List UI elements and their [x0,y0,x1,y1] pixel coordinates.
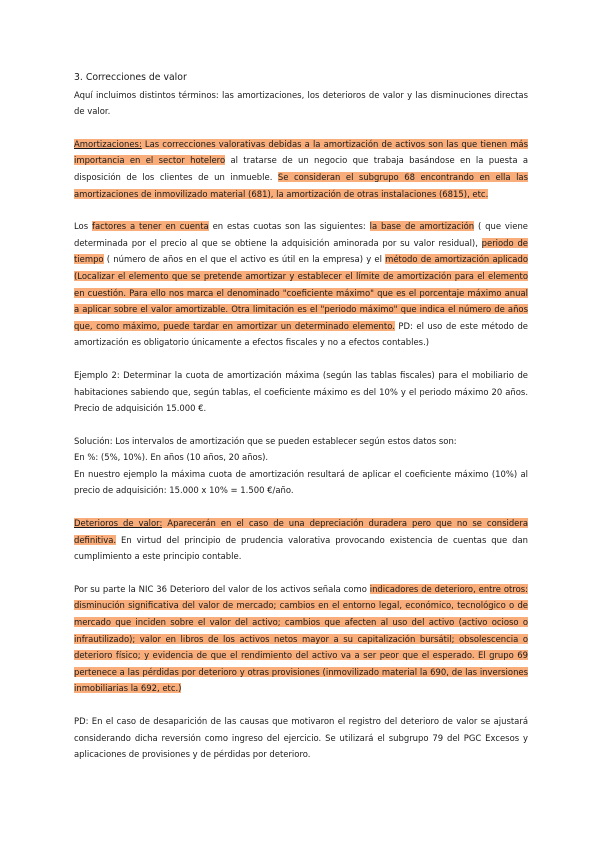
deterioros-text-1: En virtud del principio de prudencia valorativa provocando existencia de cuentas que dan cumplimiento a este principio contable. [74,534,528,562]
ejemplo-paragraph: Ejemplo 2: Determinar la cuota de amortización máxima (según las tablas fiscales) para el mobiliario de habitaciones sabiendo que, según tablas, el coeficiente máximo es del 10% y el periodo máximo 20 años. Precio de adquisición 15.000 €. [74,369,528,414]
amortizaciones-text-1: al tratarse de un negocio que trabaja basándose en la puesta a disposición de los clientes de un inmueble. [74,155,528,182]
nic-highlight-1: indicadores de deterioro, entre otros: disminución significativa del valor de mercado; cambios en el entorno legal, económico, tecnológico o de mercado que inciden sobre el valor del activo; cambios que afecten al uso del activo (activo ocioso o infrautilizado); valor en libros de los activos netos mayor a su capitalización bursátil; obsolescencia o deterioro físico; y evidencia de que el rendimiento del activo va a ser peor que el esperado. El grupo 69 pertenece a las pérdidas por deterioro y otras provisiones (inmovilizado material la 690, de las inversiones inmobiliarias la 692, etc.) [74,583,528,694]
pd-paragraph: PD: En el caso de desaparición de las causas que motivaron el registro del deterioro de valor se ajustará considerando dicha reversión como ingreso del ejercicio. Se utilizará el subgrupo 79 del PGC Excesos y aplicaciones de provisiones y de pérdidas por deterioro. [74,716,528,760]
deterioros-paragraph [74,515,528,565]
deterioros-highlight-1: Aparecerán en el caso de una depreciación duradera pero que no se considera definitiva. [74,518,529,545]
solucion-line-3: En nuestro ejemplo la máxima cuota de amortización resultará de aplicar el coeficiente máximo (10%) al precio de adquisición: 15.000 x 10% = 1.500 €/año. [74,468,528,496]
factores-highlight-1: factores a tener en cuenta [91,221,209,232]
factores-text-5: PD: el uso de este método de amortización es obligatorio únicamente a efectos fiscales y no a efectos contables.) [74,320,528,348]
factores-text-4: ( número de años en el que el activo es útil en la empresa) y el [103,254,386,265]
intro-paragraph: Aquí incluimos distintos términos: las amortizaciones, los deterioros de valor y las disminuciones directas de valor. [74,89,528,117]
factores-text-2: en estas cuotas son las siguientes: [208,221,370,232]
amortizaciones-label: Amortizaciones: [74,138,142,149]
factores-highlight-4: método de amortización aplicado (Localizar el elemento que se pretende amortizar y establecer el límite de amortización para el elemento en cuestión. Para ello nos marca el denominado "coeficiente máximo" que es el porcentaje máximo anual a aplicar sobre el valor amortizable. Otra limitación es el "periodo máximo" que indica el número de años que, como máximo, puede tardar en amortizar un determinado elemento. [74,254,528,331]
section-title: 3. Correcciones de valor [74,72,187,83]
solucion-line-2: En %: (5%, 10%). En años (10 años, 20 años). [74,452,269,463]
factores-text-1: Los [74,221,92,232]
factores-text-3: ( que viene determinada por el precio al que se obtiene la adquisición aminorada por su valor residual), [74,221,528,248]
nic-text-1: Por su parte la NIC 36 Deterioro del valor de los activos señala como [74,583,370,594]
factores-paragraph [74,218,528,351]
nic-paragraph [74,581,528,697]
factores-highlight-2: la base de amortización [369,221,475,232]
amortizaciones-paragraph [74,136,528,202]
amortizaciones-highlight-1: Las correcciones valorativas debidas a la amortización de activos son las que tienen más importancia en el sector hotelero [74,138,528,166]
amortizaciones-highlight-2: Se consideran el subgrupo 68 encontrando en ella las amortizaciones de inmovilizado material (681), la amortización de otras instalaciones (6815), etc. [74,171,528,199]
deterioros-label: Deterioros de valor: [74,518,163,529]
solucion-line-1: Solución: Los intervalos de amortización que se pueden establecer según estos datos son: [74,435,457,446]
factores-highlight-3: periodo de tiempo [74,237,528,265]
